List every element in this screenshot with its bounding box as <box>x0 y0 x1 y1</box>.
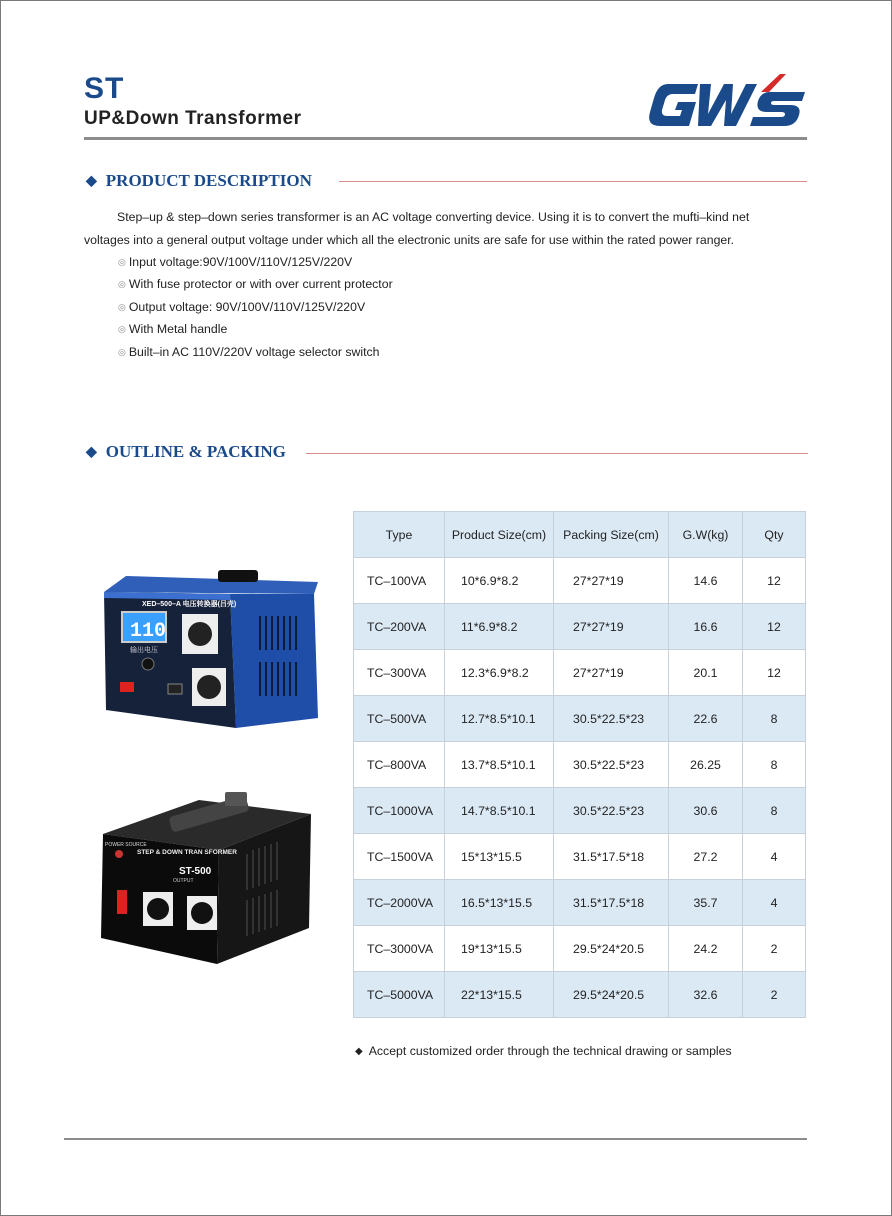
svg-text:POWER SOURCE: POWER SOURCE <box>105 842 147 848</box>
description-text: Step–up & step–down series transformer is an AC voltage converting device. Using it is to convert the mufti–kind net voltages into a general output voltage under which all the electronic units are safe for use within the rated power ranger. <box>84 210 750 247</box>
table-row: TC–1500VA 15*13*15.5 31.5*17.5*18 27.2 4 <box>354 834 806 880</box>
table-row: TC–100VA 10*6.9*8.2 27*27*19 14.6 12 <box>354 558 806 604</box>
section-divider <box>339 181 807 182</box>
section-title: PRODUCT DESCRIPTION <box>105 171 312 190</box>
diamond-icon: ◆ <box>355 1045 363 1057</box>
table-row: TC–3000VA 19*13*15.5 29.5*24*20.5 24.2 2 <box>354 926 806 972</box>
circle-bullet-icon: ◎ <box>118 257 126 267</box>
table-row: TC–2000VA 16.5*13*15.5 31.5*17.5*18 35.7 4 <box>354 880 806 926</box>
column-header: G.W(kg) <box>669 512 743 558</box>
feature-item: ◎ With Metal handle <box>118 318 393 340</box>
svg-text:ST-500: ST-500 <box>179 866 212 877</box>
header-rule <box>84 137 807 140</box>
table-header-row <box>354 512 806 558</box>
section-title: OUTLINE & PACKING <box>105 442 286 461</box>
svg-text:XED–500–A 电压转换器(吕壳): XED–500–A 电压转换器(吕壳) <box>142 601 237 608</box>
feature-item: ◎ Built–in AC 110V/220V voltage selector switch <box>118 341 393 363</box>
product-subtitle: UP&Down Transformer <box>84 108 302 129</box>
column-header: Packing Size(cm) <box>554 512 669 558</box>
svg-text:OUTPUT: OUTPUT <box>173 878 194 884</box>
table-row: TC–800VA 13.7*8.5*10.1 30.5*22.5*23 26.25 8 <box>354 742 806 788</box>
circle-bullet-icon: ◎ <box>118 279 126 290</box>
svg-text:110: 110 <box>130 620 167 643</box>
outline-packing-table <box>353 511 806 1018</box>
description-paragraph <box>84 206 789 252</box>
circle-bullet-icon: ◎ <box>118 324 126 335</box>
table-row: TC–300VA 12.3*6.9*8.2 27*27*19 20.1 12 <box>354 650 806 696</box>
section-divider <box>306 453 808 454</box>
feature-item: ◎ Output voltage: 90V/100V/110V/125V/220V <box>118 296 393 318</box>
table-row: TC–500VA 12.7*8.5*10.1 30.5*22.5*23 22.6 8 <box>354 696 806 742</box>
footer-rule <box>64 1138 807 1140</box>
note-text: Accept customized order through the technical drawing or samples <box>368 1044 732 1058</box>
svg-text:输出电压: 输出电压 <box>130 647 158 654</box>
circle-bullet-icon: ◎ <box>118 301 126 312</box>
gws-logo <box>640 70 810 132</box>
section-heading-outline <box>86 442 286 462</box>
svg-text:STEP & DOWN TRAN SFORMER: STEP & DOWN TRAN SFORMER <box>137 849 237 856</box>
diamond-icon: ◆ <box>86 173 97 189</box>
black-transformer-image <box>97 788 319 968</box>
product-code: ST <box>84 72 125 105</box>
section-heading-description <box>86 171 312 191</box>
feature-list <box>118 251 393 363</box>
diamond-icon: ◆ <box>86 444 97 460</box>
table-row: TC–1000VA 14.7*8.5*10.1 30.5*22.5*23 30.6 8 <box>354 788 806 834</box>
feature-item: ◎ With fuse protector or with over current protector <box>118 273 393 295</box>
feature-item: ◎ Input voltage:90V/100V/110V/125V/220V <box>118 251 393 273</box>
blue-transformer-image <box>100 570 322 732</box>
column-header: Qty <box>743 512 806 558</box>
table-row: TC–5000VA 22*13*15.5 29.5*24*20.5 32.6 2 <box>354 972 806 1018</box>
column-header: Type <box>354 512 445 558</box>
custom-order-note <box>355 1044 732 1058</box>
circle-bullet-icon: ◎ <box>118 346 126 357</box>
column-header: Product Size(cm) <box>445 512 554 558</box>
table-row: TC–200VA 11*6.9*8.2 27*27*19 16.6 12 <box>354 604 806 650</box>
